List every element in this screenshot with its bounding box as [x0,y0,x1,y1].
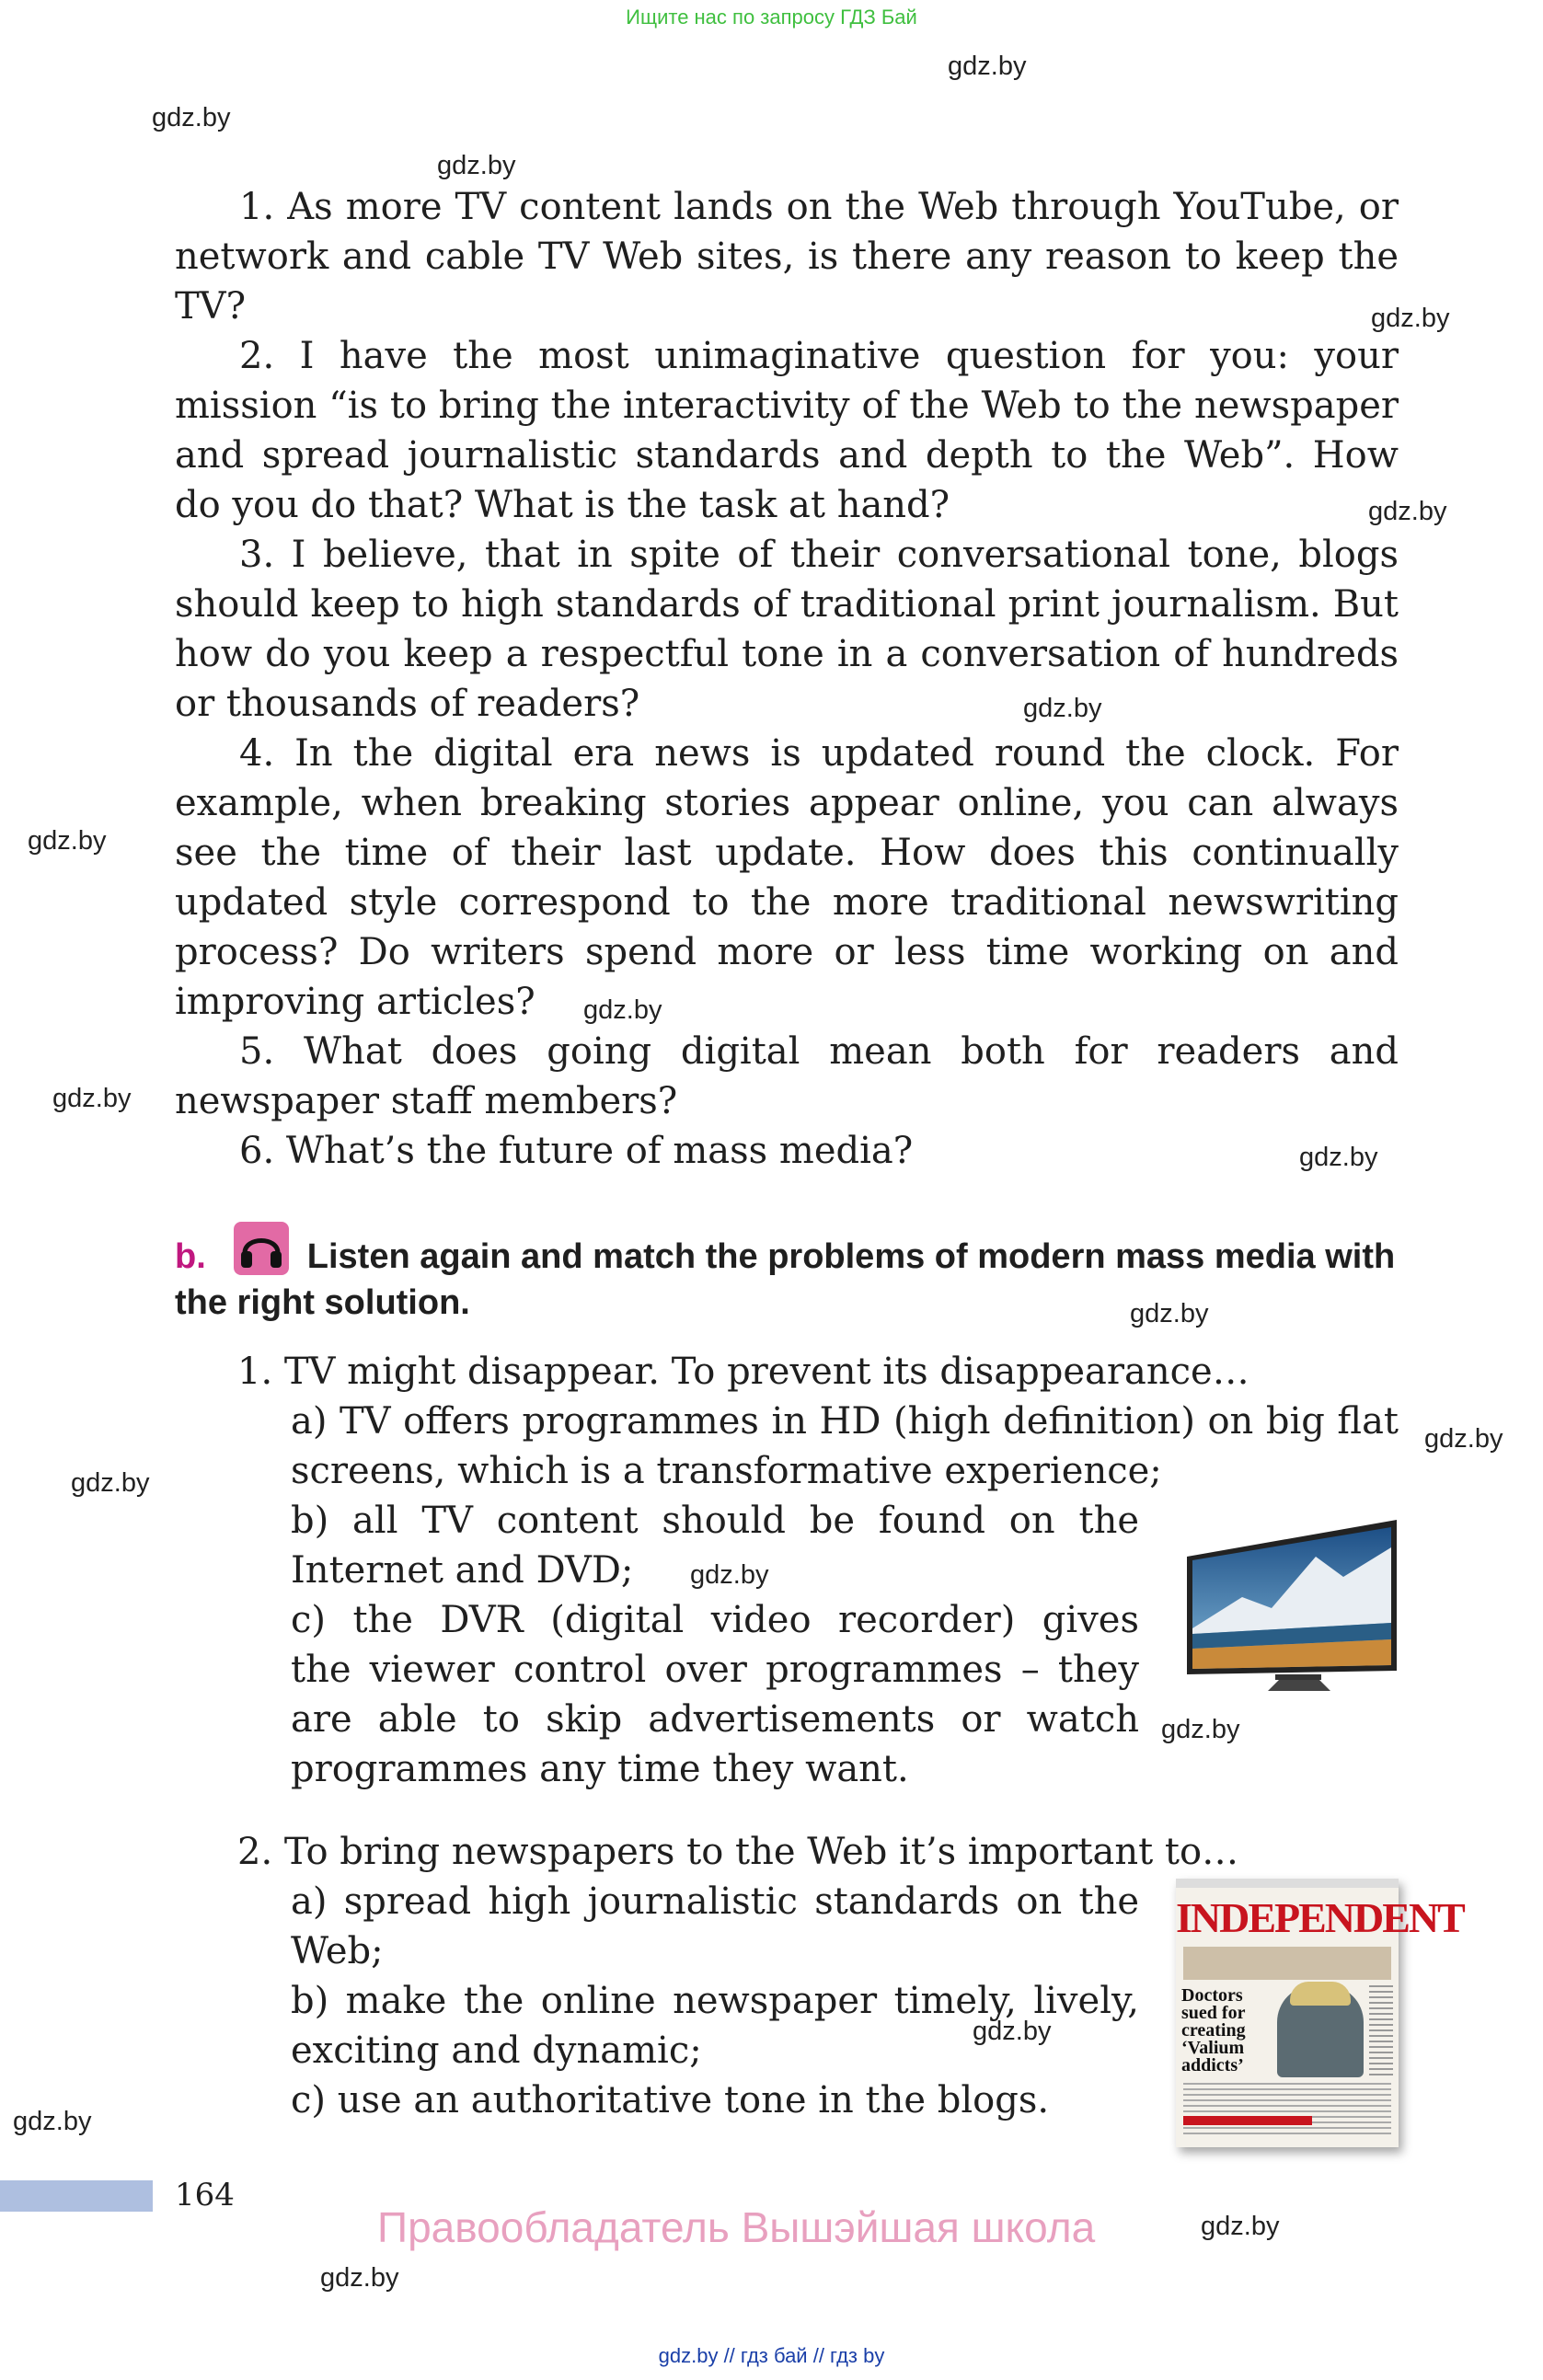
watermark: gdz.by [690,1560,769,1590]
item-1-option-c-line1: c) the DVR (digital video recorder) gives [291,1599,1139,1641]
watermark: gdz.by [1201,2212,1280,2241]
watermark: gdz.by [1130,1299,1209,1328]
newspaper-headline: Doctors sued for creating ‘Valium addicts’ [1181,1985,1246,2075]
watermark: gdz.by [1368,497,1447,526]
footer-links[interactable]: gdz.by // гдз бай // гдз by [658,2344,885,2367]
item-1-option-a-text: a) TV offers programmes in HD (high definition) on big flat screens, which is a transformative experience; [291,1400,1399,1492]
item-2-option-b-line1: b) make the online newspaper timely, lively, [291,1980,1139,2022]
task-b-instruction [175,1222,1399,1326]
match-item-2 [237,1827,1399,1877]
item-1-stem: 1. TV might disappear. To prevent its disappearance… [237,1351,1249,1393]
task-b-text: Listen again and match the problems of modern mass media with the right solution. [175,1237,1396,1322]
top-banner[interactable]: Ищите нас по запросу ГДЗ Бай [626,6,917,29]
newspaper-image [1176,1879,1464,2147]
page-number-bar [0,2180,153,2212]
watermark: gdz.by [52,1084,132,1113]
watermark: gdz.by [1424,1424,1503,1454]
copyright-notice: Правообладатель Вышэйшая школа [377,2203,1096,2251]
item-1-option-b-line1: b) all TV content should be found on the [291,1500,1139,1542]
match-item-1 [237,1347,1399,1397]
item-1-option-c-line2: the viewer control over programmes – they [291,1649,1139,1691]
item-2-option-a-line2: Web; [291,1930,384,1972]
watermark: gdz.by [1371,304,1450,333]
item-2-option-a-line1: a) spread high journalistic standards on the [291,1880,1139,1923]
item-1-option-b-line2: Internet and DVD; [291,1549,634,1592]
item-2-options [291,1877,1139,2125]
page-number: 164 [175,2177,235,2213]
watermark: gdz.by [320,2263,399,2293]
task-letter: b. [175,1237,206,1276]
watermark: gdz.by [948,52,1027,81]
item-1-options-bc [291,1496,1139,1794]
watermark: gdz.by [71,1468,150,1498]
newspaper-masthead: INDEPENDENT [1176,1894,1464,1941]
question-6: 6. What’s the future of mass media? [239,1130,914,1172]
watermark: gdz.by [28,826,107,856]
question-4: 4. In the digital era news is updated round the clock. For example, when breaking stories appear online, you can always see the time of their last update. How does this continually updated style correspond to the more traditional newswriting process? Do writers spend more or less time working on and improving articles? [175,732,1399,1023]
watermark: gdz.by [437,151,516,180]
tv-image [1187,1520,1397,1713]
item-1-option-c-line4: programmes any time they want. [291,1748,909,1790]
headphones-icon[interactable] [234,1222,289,1275]
question-5: 5. What does going digital mean both for readers and newspaper staff members? [175,1030,1399,1122]
watermark: gdz.by [1299,1143,1378,1172]
watermark: gdz.by [152,103,231,132]
item-2-option-c: c) use an authoritative tone in the blogs. [291,2079,1050,2121]
question-2: 2. I have the most unimaginative question for you: your mission “is to bring the interactivity of the Web to the newspaper and spread journalistic standards and depth to the Web”. How do you do that? What is the task at hand? [175,335,1399,526]
watermark: gdz.by [1161,1715,1240,1744]
questions-list [175,182,1399,1176]
item-1-option-c-line3: are able to skip advertisements or watch [291,1698,1139,1741]
watermark: gdz.by [13,2107,92,2136]
item-1-option-a [291,1397,1399,1496]
question-3: 3. I believe, that in spite of their conversational tone, blogs should keep to high standards of traditional print journalism. But how do you keep a respectful tone in a conversation of hundreds or thousands of readers? [175,534,1399,725]
watermark: gdz.by [1023,694,1102,723]
watermark: gdz.by [583,995,662,1025]
watermark: gdz.by [973,2017,1052,2046]
item-2-option-b-line2: exciting and dynamic; [291,2029,702,2072]
item-2-stem: 2. To bring newspapers to the Web it’s important to… [237,1831,1239,1873]
question-1: 1. As more TV content lands on the Web through YouTube, or network and cable TV Web sites, is there any reason to keep the TV? [175,186,1399,328]
